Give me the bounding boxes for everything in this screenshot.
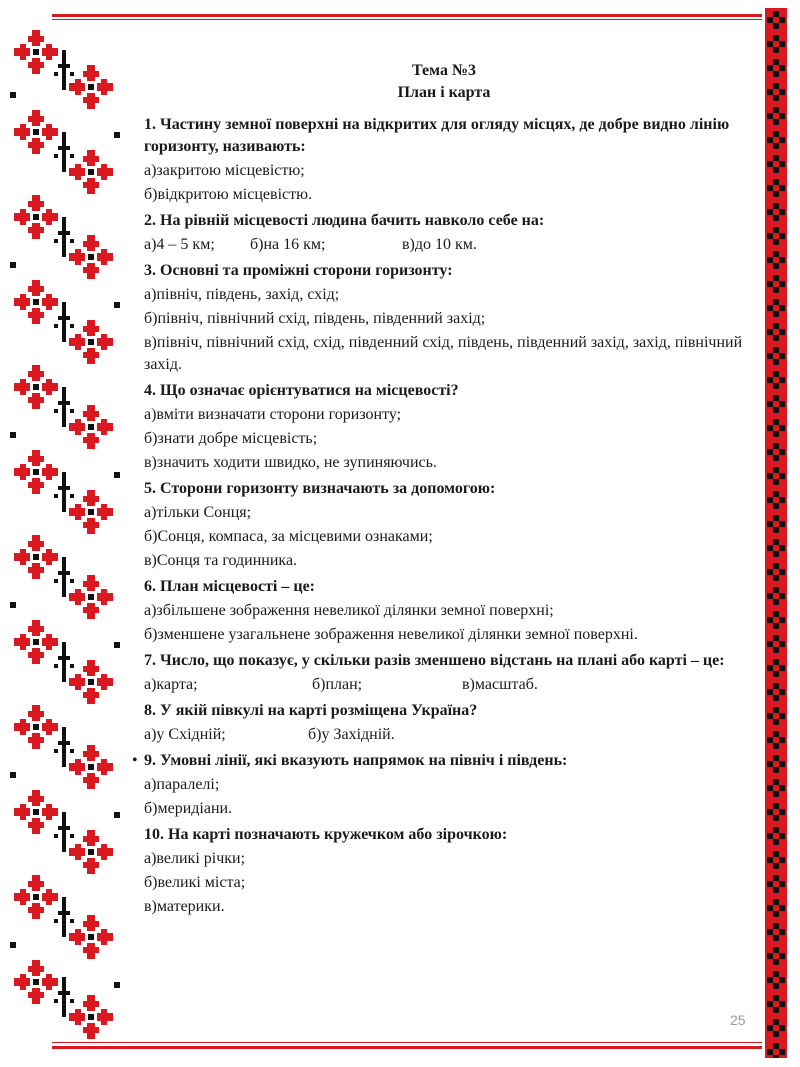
answer-2a: а)4 – 5 км; — [144, 236, 215, 253]
question-2: 2. На рівній місцевості людина бачить навколо себе на: — [144, 212, 545, 229]
answer-3b: б)північ, північний схід, південь, південний захід; — [144, 310, 486, 327]
answer-7c: в)масштаб. — [462, 676, 538, 693]
answer-8a: а)у Східній; — [144, 726, 226, 743]
answer-9b: б)меридіани. — [144, 800, 233, 817]
bottom-border-rule — [52, 1046, 762, 1049]
answer-9a: а)паралелі; — [144, 776, 220, 793]
title-heading: План і карта — [397, 84, 491, 101]
answer-5c: в)Сонця та годинника. — [144, 552, 298, 569]
top-border-rule-thin — [52, 19, 762, 20]
answer-1a: а)закритою місцевістю; — [144, 162, 305, 179]
answer-4b: б)знати добре місцевість; — [144, 430, 318, 447]
answer-5b: б)Сонця, компаса, за місцевими ознаками; — [144, 528, 433, 545]
question-4: 4. Що означає орієнтуватися на місцевості? — [144, 382, 459, 399]
bottom-border-rule-thin — [52, 1042, 762, 1043]
embroidery-ornament-left — [6, 22, 126, 1042]
question-1: 1. Частину земної поверхні на відкритих для огляду місцях, де добре видно лінію горизонту, називають: — [144, 116, 730, 155]
answer-8b: б)у Західній. — [308, 726, 395, 743]
answers-row-2 — [144, 234, 744, 256]
answer-2c: в)до 10 км. — [402, 236, 477, 253]
answer-6a: а)збільшене зображення невеликої ділянки земної поверхні; — [144, 602, 554, 619]
answer-1b: б)відкритою місцевістю. — [144, 186, 313, 203]
answer-3c: в)північ, північний схід, схід, південний схід, південь, південний захід, захід, північний захід. — [144, 334, 743, 373]
answer-6b: б)зменшене узагальнене зображення невеликої ділянки земної поверхні. — [144, 626, 638, 643]
answer-4a: а)вміти визначати сторони горизонту; — [144, 406, 402, 423]
embroidery-ornament-right — [762, 8, 790, 1058]
question-9: 9. Умовні лінії, які вказують напрямок на північ і південь: — [144, 752, 568, 769]
answer-10a: а)великі річки; — [144, 850, 246, 867]
question-10: 10. На карті позначають кружечком або зірочкою: — [144, 826, 508, 843]
question-8: 8. У якій півкулі на карті розміщена Україна? — [144, 702, 478, 719]
top-border-rule — [52, 14, 762, 17]
answers-row-7 — [144, 674, 744, 696]
answer-5a: а)тільки Сонця; — [144, 504, 252, 521]
topic-heading: Тема №3 — [411, 62, 477, 79]
question-5: 5. Сторони горизонту визначають за допомогою: — [144, 480, 496, 497]
quiz-content — [132, 60, 744, 918]
answers-row-8 — [144, 724, 744, 746]
question-9-wrapper — [132, 750, 744, 772]
question-7: 7. Число, що показує, у скільки разів зменшено відстань на плані або карті – це: — [144, 652, 725, 669]
question-3: 3. Основні та проміжні сторони горизонту: — [144, 262, 453, 279]
answer-2b: б)на 16 км; — [250, 236, 326, 253]
answer-7b: б)план; — [312, 676, 363, 693]
bullet-dot: • — [132, 752, 138, 769]
page-number: 25 — [730, 1012, 746, 1028]
answer-10c: в)материки. — [144, 898, 225, 915]
page-title — [144, 60, 744, 104]
answer-7a: а)карта; — [144, 676, 198, 693]
question-6: 6. План місцевості – це: — [144, 578, 315, 595]
answer-3a: а)північ, південь, захід, схід; — [144, 286, 340, 303]
answer-4c: в)значить ходити швидко, не зупиняючись. — [144, 454, 437, 471]
answer-10b: б)великі міста; — [144, 874, 246, 891]
